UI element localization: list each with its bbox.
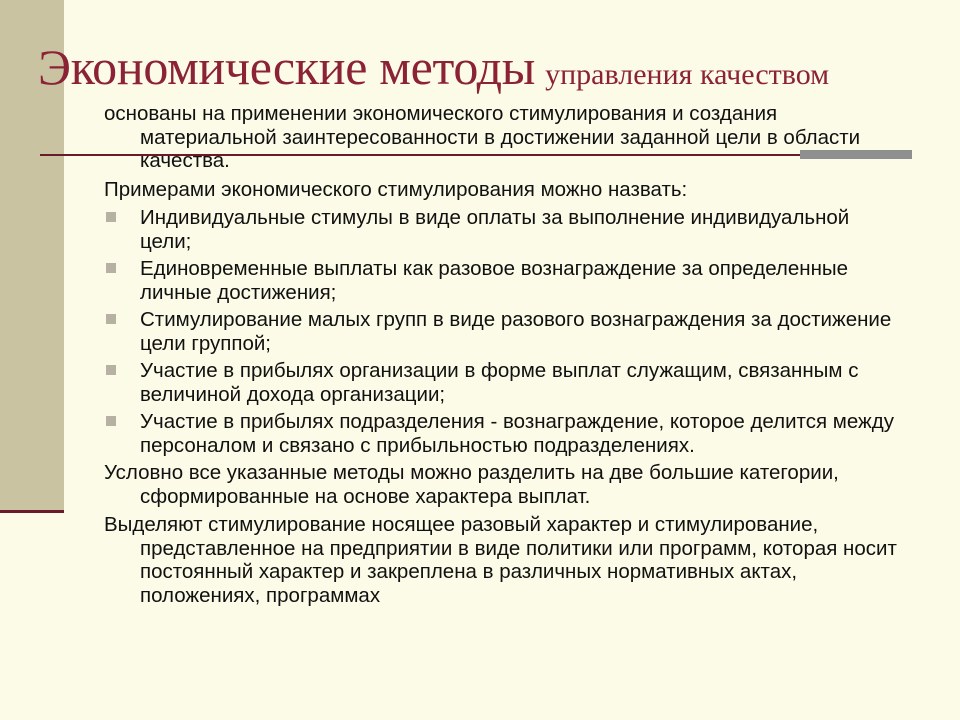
square-bullet-icon: [106, 416, 116, 426]
list-item: [104, 308, 904, 355]
conclusion-paragraph-1: Условно все указанные методы можно разделить на две большие категории, сформированные на основе характера выплат.: [104, 461, 839, 508]
square-bullet-icon: [106, 212, 116, 222]
square-bullet-icon: [106, 263, 116, 273]
square-bullet-icon: [106, 365, 116, 375]
list-item: [104, 359, 904, 406]
square-bullet-icon: [106, 314, 116, 324]
list-item-text: Стимулирование малых групп в виде разового вознаграждения за достижение цели группой;: [140, 308, 892, 355]
examples-heading: Примерами экономического стимулирования можно назвать:: [104, 177, 688, 201]
intro-paragraph: основаны на применении экономического стимулирования и создания материальной заинтересованности в достижении заданной цели в области качества.: [104, 102, 861, 172]
list-item: [104, 257, 904, 304]
slide-body: [104, 102, 904, 612]
list-item-text: Единовременные выплаты как разовое вознаграждение за определенные личные достижения;: [140, 257, 849, 304]
bullet-list: [104, 206, 904, 457]
list-item-text: Индивидуальные стимулы в виде оплаты за выполнение индивидуальной цели;: [140, 206, 850, 253]
list-item: [104, 206, 904, 253]
sidebar-divider: [0, 510, 64, 513]
slide-title: [38, 38, 829, 96]
conclusion-paragraph-2: Выделяют стимулирование носящее разовый характер и стимулирование, представленное на предприятии в виде политики или программ, которая носит постоянный характер и закреплена в различных нормативных актах, положениях, программах: [104, 513, 897, 607]
slide-title-sub: управления качеством: [545, 58, 830, 91]
list-item-text: Участие в прибылях организации в форме выплат служащим, связанным с величиной дохода организации;: [140, 359, 859, 406]
list-item: [104, 410, 904, 457]
list-item-text: Участие в прибылях подразделения - вознаграждение, которое делится между персоналом и связано с прибыльностью подразделениях.: [140, 410, 894, 457]
slide-title-main: Экономические методы: [38, 39, 536, 95]
